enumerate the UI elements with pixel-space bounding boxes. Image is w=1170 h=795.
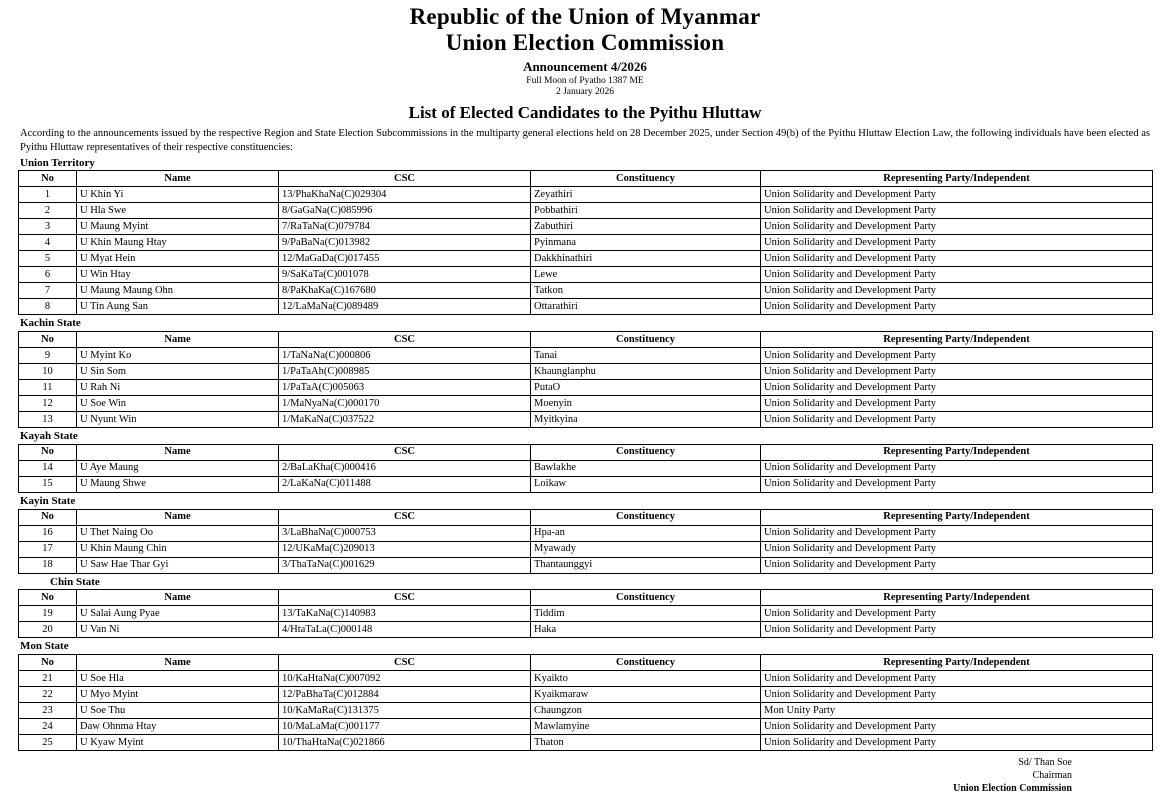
table-row — [19, 541, 1153, 557]
column-header: Name — [77, 332, 279, 348]
column-header: No — [19, 171, 77, 187]
section-label: Kachin State — [20, 317, 81, 330]
table-cell: Kyaikmaraw — [531, 687, 761, 703]
table-cell: 24 — [19, 719, 77, 735]
column-header: Name — [77, 444, 279, 460]
table-row — [19, 348, 1153, 364]
table-cell: 1/PaTaAh(C)008985 — [279, 364, 531, 380]
elected-candidates-table — [18, 444, 1153, 493]
table-cell: Union Solidarity and Development Party — [761, 267, 1153, 283]
table-cell: Dakkhinathiri — [531, 251, 761, 267]
table-cell: Kyaikto — [531, 671, 761, 687]
table-cell: Union Solidarity and Development Party — [761, 283, 1153, 299]
table-row — [19, 606, 1153, 622]
table-cell: Union Solidarity and Development Party — [761, 219, 1153, 235]
table-row — [19, 557, 1153, 573]
table-cell: Mon Unity Party — [761, 703, 1153, 719]
column-header: Representing Party/Independent — [761, 332, 1153, 348]
table-cell: 12 — [19, 396, 77, 412]
table-cell: Union Solidarity and Development Party — [761, 476, 1153, 492]
table-cell: 22 — [19, 687, 77, 703]
table-cell: 11 — [19, 380, 77, 396]
column-header: Constituency — [531, 509, 761, 525]
table-cell: 19 — [19, 606, 77, 622]
column-header: CSC — [279, 444, 531, 460]
table-cell: 2 — [19, 203, 77, 219]
section-table-wrapper — [18, 509, 1152, 574]
table-cell: Ottarathiri — [531, 299, 761, 315]
table-cell: 7 — [19, 283, 77, 299]
table-cell: U Myat Hein — [77, 251, 279, 267]
table-cell: Union Solidarity and Development Party — [761, 412, 1153, 428]
section-label: Mon State — [20, 640, 69, 653]
table-row — [19, 671, 1153, 687]
table-cell: Union Solidarity and Development Party — [761, 299, 1153, 315]
table-row — [19, 235, 1153, 251]
table-cell: 4 — [19, 235, 77, 251]
table-cell: 12/UKaMa(C)209013 — [279, 541, 531, 557]
table-cell: Union Solidarity and Development Party — [761, 187, 1153, 203]
table-cell: Myawady — [531, 541, 761, 557]
table-cell: 12/LaMaNa(C)089489 — [279, 299, 531, 315]
table-header-row — [19, 655, 1153, 671]
section-label: Union Territory — [20, 156, 95, 169]
table-cell: Union Solidarity and Development Party — [761, 348, 1153, 364]
column-header: No — [19, 655, 77, 671]
intro-paragraph: According to the announcements issued by the respective Region and State Election Subcommissions in the multiparty general elections held on 28 December 2025, under Section 49(b) of the Pyithu Hluttaw Election Law, the following individuals have been elected as Pyithu Hluttaw representatives of their respective constituencies: — [20, 128, 1150, 153]
table-cell: 1/PaTaA(C)005063 — [279, 380, 531, 396]
table-cell: 9 — [19, 348, 77, 364]
table-cell: 8/PaKhaKa(C)167680 — [279, 283, 531, 299]
table-cell: 10/KaMaRa(C)131375 — [279, 703, 531, 719]
table-cell: Union Solidarity and Development Party — [761, 396, 1153, 412]
column-header: CSC — [279, 171, 531, 187]
table-cell: Myitkyina — [531, 412, 761, 428]
table-cell: U Aye Maung — [77, 460, 279, 476]
elected-candidates-table — [18, 331, 1153, 428]
table-cell: Zabuthiri — [531, 219, 761, 235]
elected-candidates-table — [18, 509, 1153, 574]
section-label: Chin State — [50, 575, 100, 588]
table-header-row — [19, 444, 1153, 460]
table-row — [19, 380, 1153, 396]
table-row — [19, 412, 1153, 428]
column-header: No — [19, 509, 77, 525]
table-cell: U Soe Hla — [77, 671, 279, 687]
table-row — [19, 476, 1153, 492]
section-table-wrapper — [18, 331, 1152, 428]
table-cell: U Maung Maung Ohn — [77, 283, 279, 299]
table-cell: Union Solidarity and Development Party — [761, 460, 1153, 476]
table-cell: 2/LaKaNa(C)011488 — [279, 476, 531, 492]
column-header: No — [19, 590, 77, 606]
table-row — [19, 719, 1153, 735]
column-header: Representing Party/Independent — [761, 590, 1153, 606]
signature-organization: Union Election Commission — [953, 783, 1072, 795]
table-cell: Tiddim — [531, 606, 761, 622]
table-cell: 3 — [19, 219, 77, 235]
table-cell: Union Solidarity and Development Party — [761, 622, 1153, 638]
table-cell: Union Solidarity and Development Party — [761, 380, 1153, 396]
column-header: Constituency — [531, 171, 761, 187]
table-cell: U Tin Aung San — [77, 299, 279, 315]
table-cell: Union Solidarity and Development Party — [761, 541, 1153, 557]
table-cell: 9/PaBaNa(C)013982 — [279, 235, 531, 251]
table-row — [19, 687, 1153, 703]
table-cell: U Kyaw Myint — [77, 735, 279, 751]
table-cell: 1/MaNyaNa(C)000170 — [279, 396, 531, 412]
table-row — [19, 703, 1153, 719]
table-cell: U Soe Win — [77, 396, 279, 412]
table-cell: U Salai Aung Pyae — [77, 606, 279, 622]
table-cell: U Khin Maung Htay — [77, 235, 279, 251]
table-row — [19, 735, 1153, 751]
table-cell: U Hla Swe — [77, 203, 279, 219]
table-cell: Thaton — [531, 735, 761, 751]
table-cell: 6 — [19, 267, 77, 283]
table-cell: Mawlamyine — [531, 719, 761, 735]
table-cell: 8 — [19, 299, 77, 315]
column-header: CSC — [279, 590, 531, 606]
signature-name: Sd/ Than Soe — [1018, 757, 1072, 769]
column-header: Representing Party/Independent — [761, 444, 1153, 460]
moon-date-line: Full Moon of Pyatho 1387 ME — [526, 75, 644, 86]
table-cell: Union Solidarity and Development Party — [761, 251, 1153, 267]
column-header: Name — [77, 171, 279, 187]
table-row — [19, 251, 1153, 267]
table-cell: 12/PaBhaTa(C)012884 — [279, 687, 531, 703]
table-cell: Union Solidarity and Development Party — [761, 735, 1153, 751]
table-header-row — [19, 171, 1153, 187]
table-cell: 2/BaLaKha(C)000416 — [279, 460, 531, 476]
table-cell: 4/HtaTaLa(C)000148 — [279, 622, 531, 638]
column-header: CSC — [279, 509, 531, 525]
table-cell: U Khin Yi — [77, 187, 279, 203]
table-row — [19, 460, 1153, 476]
table-cell: U Saw Hae Thar Gyi — [77, 557, 279, 573]
table-cell: Daw Ohnma Htay — [77, 719, 279, 735]
table-cell: Union Solidarity and Development Party — [761, 557, 1153, 573]
table-cell: U Sin Som — [77, 364, 279, 380]
column-header: Representing Party/Independent — [761, 171, 1153, 187]
table-cell: 14 — [19, 460, 77, 476]
table-cell: U Myo Myint — [77, 687, 279, 703]
elected-candidates-table — [18, 654, 1153, 751]
table-cell: 15 — [19, 476, 77, 492]
column-header: CSC — [279, 332, 531, 348]
section-table-wrapper — [18, 170, 1152, 315]
column-header: CSC — [279, 655, 531, 671]
table-cell: Loikaw — [531, 476, 761, 492]
table-cell: 23 — [19, 703, 77, 719]
elected-candidates-table — [18, 589, 1153, 638]
section-table-wrapper — [18, 654, 1152, 751]
table-cell: 3/LaBhaNa(C)000753 — [279, 525, 531, 541]
table-row — [19, 267, 1153, 283]
section-label: Kayin State — [20, 494, 76, 507]
table-cell: Thantaunggyi — [531, 557, 761, 573]
table-cell: Union Solidarity and Development Party — [761, 364, 1153, 380]
table-cell: Haka — [531, 622, 761, 638]
announcement-number: Announcement 4/2026 — [523, 58, 647, 74]
column-header: Constituency — [531, 655, 761, 671]
table-cell: Bawlakhe — [531, 460, 761, 476]
table-cell: 8/GaGaNa(C)085996 — [279, 203, 531, 219]
column-header: Name — [77, 509, 279, 525]
table-cell: 13/PhaKhaNa(C)029304 — [279, 187, 531, 203]
table-cell: U Rah Ni — [77, 380, 279, 396]
table-cell: 21 — [19, 671, 77, 687]
table-cell: 12/MaGaDa(C)017455 — [279, 251, 531, 267]
table-row — [19, 396, 1153, 412]
column-header: Name — [77, 655, 279, 671]
table-cell: Pobbathiri — [531, 203, 761, 219]
table-cell: 9/SaKaTa(C)001078 — [279, 267, 531, 283]
table-cell: 10 — [19, 364, 77, 380]
table-row — [19, 622, 1153, 638]
table-cell: Moenyin — [531, 396, 761, 412]
column-header: Constituency — [531, 332, 761, 348]
document-subtitle: List of Elected Candidates to the Pyithu Hluttaw — [408, 103, 762, 123]
column-header: No — [19, 332, 77, 348]
table-cell: 5 — [19, 251, 77, 267]
elected-candidates-table — [18, 170, 1153, 315]
table-row — [19, 525, 1153, 541]
signature-role: Chairman — [1032, 770, 1072, 782]
table-row — [19, 203, 1153, 219]
column-header: Representing Party/Independent — [761, 509, 1153, 525]
table-cell: 3/ThaTaNa(C)001629 — [279, 557, 531, 573]
table-cell: 1 — [19, 187, 77, 203]
gregorian-date-line: 2 January 2026 — [555, 87, 615, 98]
table-cell: Union Solidarity and Development Party — [761, 671, 1153, 687]
table-cell: 20 — [19, 622, 77, 638]
table-cell: Union Solidarity and Development Party — [761, 606, 1153, 622]
table-cell: U Van Ni — [77, 622, 279, 638]
table-cell: Union Solidarity and Development Party — [761, 719, 1153, 735]
table-cell: 13/TaKaNa(C)140983 — [279, 606, 531, 622]
table-cell: PutaO — [531, 380, 761, 396]
table-cell: Union Solidarity and Development Party — [761, 235, 1153, 251]
section-label: Kayah State — [20, 430, 78, 443]
section-table-wrapper — [18, 589, 1152, 638]
table-cell: Zeyathiri — [531, 187, 761, 203]
section-table-wrapper — [18, 444, 1152, 493]
table-cell: 16 — [19, 525, 77, 541]
table-cell: 1/TaNaNa(C)000806 — [279, 348, 531, 364]
table-cell: U Khin Maung Chin — [77, 541, 279, 557]
document-title-line1: Republic of the Union of Myanmar — [409, 4, 761, 29]
table-cell: 10/MaLaMa(C)001177 — [279, 719, 531, 735]
table-cell: Union Solidarity and Development Party — [761, 525, 1153, 541]
table-cell: U Soe Thu — [77, 703, 279, 719]
column-header: Name — [77, 590, 279, 606]
sections-container — [18, 157, 1152, 752]
table-header-row — [19, 332, 1153, 348]
table-cell: 10/KaHtaNa(C)007092 — [279, 671, 531, 687]
table-row — [19, 299, 1153, 315]
table-header-row — [19, 509, 1153, 525]
table-row — [19, 187, 1153, 203]
table-cell: Tanai — [531, 348, 761, 364]
table-row — [19, 219, 1153, 235]
table-cell: Chaungzon — [531, 703, 761, 719]
table-cell: Khaunglanphu — [531, 364, 761, 380]
table-cell: 17 — [19, 541, 77, 557]
table-cell: 13 — [19, 412, 77, 428]
table-cell: 10/ThaHtaNa(C)021866 — [279, 735, 531, 751]
table-cell: 25 — [19, 735, 77, 751]
table-cell: Pyinmana — [531, 235, 761, 251]
table-cell: U Maung Myint — [77, 219, 279, 235]
table-cell: U Maung Shwe — [77, 476, 279, 492]
table-cell: U Thet Naing Oo — [77, 525, 279, 541]
table-row — [19, 283, 1153, 299]
column-header: No — [19, 444, 77, 460]
document-title-line2: Union Election Commission — [445, 29, 725, 55]
table-cell: U Myint Ko — [77, 348, 279, 364]
table-cell: Union Solidarity and Development Party — [761, 687, 1153, 703]
table-cell: 1/MaKaNa(C)037522 — [279, 412, 531, 428]
table-cell: Hpa-an — [531, 525, 761, 541]
column-header: Constituency — [531, 444, 761, 460]
table-header-row — [19, 590, 1153, 606]
table-row — [19, 364, 1153, 380]
table-cell: 7/RaTaNa(C)079784 — [279, 219, 531, 235]
table-cell: 18 — [19, 557, 77, 573]
table-cell: U Nyunt Win — [77, 412, 279, 428]
table-cell: Lewe — [531, 267, 761, 283]
table-cell: U Win Htay — [77, 267, 279, 283]
table-cell: Tatkon — [531, 283, 761, 299]
table-cell: Union Solidarity and Development Party — [761, 203, 1153, 219]
column-header: Constituency — [531, 590, 761, 606]
signature-block — [18, 756, 1152, 795]
column-header: Representing Party/Independent — [761, 655, 1153, 671]
